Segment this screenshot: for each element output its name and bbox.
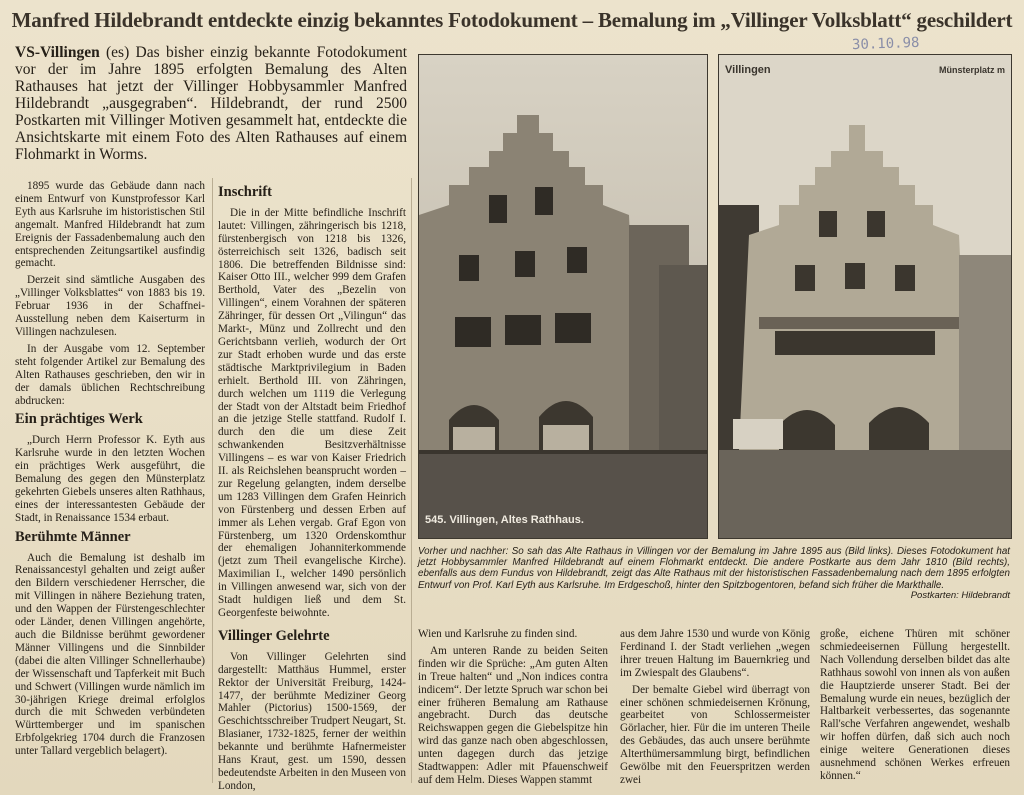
subheading: Ein prächtiges Werk [15, 411, 143, 428]
photo-after [718, 54, 1012, 539]
paragraph: „Durch Herrn Professor K. Eyth aus Karlsruhe wurde in den letzten Wochen ein prächtiges Werk ausgeführt, die Bemalung des gegen den Münsterplatz gekehrten Giebels unseres alten Rathhaus, eines der interessantesten Gebäude der Stadt, in Renaissance 1534 erbaut. [15, 434, 205, 524]
column-divider [411, 178, 412, 783]
lead-paragraph [15, 44, 407, 163]
photo-before [418, 54, 708, 539]
paragraph: Derzeit sind sämtliche Ausgaben des „Villinger Volksblattes“ von 1883 bis 19. Februar 1936 in der Schaffnei-Ausstellung neben dem Kaiserturm in Villingen nachzulesen. [15, 274, 205, 338]
paragraph: aus dem Jahre 1530 und wurde von König Ferdinand I. der Stadt verliehen „wegen ihrer treuen Haltung im Bauernkrieg und im Zwiespalt des Glaubens“. [620, 628, 810, 679]
column-divider [212, 178, 213, 783]
photo-credit: Postkarten: Hildebrandt [910, 590, 1010, 601]
paragraph: Von Villinger Gelehrten sind dargestellt: Matthäus Hummel, erster Rektor der Universität Freiburg, 1424-1477, der berühmte Mediziner Georg Mahler (Pictorius) 1500-1569, der Geschichtsschreiber Trudpert Neugart, St. Blasianer, 1732-1825, ferner der weithin bekannte und berühmte Hafnermeister Hans Kraut, gest. um 1590, dessen bedeutendste Arbeiten in den Museen von London, [218, 650, 406, 792]
article-column-2 [218, 180, 406, 795]
photo-after-illustration [719, 55, 1011, 538]
photo-caption: Vorher und nachher: So sah das Alte Rathaus in Villingen vor der Bemalung im Jahre 1895 aus (Bild links). Dieses Fotodokument hat jetzt Hobbysammler Manfred Hildebrandt auf einem Flohmarkt entdeckt. Die andere Postkarte aus dem Jahr 1810 (Bild rechts), ebenfalls aus dem Fundus von Hildebrandt, zeigt das Alte Rathaus mit der historistischen Fassadenbemalung nach dem 1895 erfolgten Entwurf von Prof. Karl Eyth aus Karlsruhe. Im Erdgeschoß, hinter den Spitzbogentoren, befand sich früher die Markthalle. [418, 546, 1010, 591]
paragraph: große, eichene Thüren mit schöner schmiedeeisernen Füllung hergestellt. Nach Vollendung derselben bildet das alte Rathhaus sowohl von innen als von außen die Hauptzierde unserer Stadt. Bei der Bemalung wurde ein neues, bezüglich der Haltbarkeit verbessertes, das sogenannte Rall'sche Verfahren angewendet, weshalb wir hoffen dürfen, daß sich auch noch einige weitere Generationen dieses ausnehmend schönen Werkes erfreuen können.“ [820, 628, 1010, 782]
subheading: Berühmte Männer [15, 528, 131, 545]
lead-place: VS-Villingen [15, 44, 100, 61]
photo-before-label: 545. Villingen, Altes Rathhaus. [425, 514, 584, 526]
paragraph: Wien und Karlsruhe zu finden sind. [418, 628, 578, 640]
article-column-1 [15, 180, 205, 762]
paragraph: Auch die Bemalung ist deshalb im Renaissancestyl gehalten und zeigt außer den Bildern verschiedener Herrscher, die mit Villingen in nähere Beziehung traten, und den Wappen der Fürstengeschlechter oder Länder, denen Villingen angehörte, auch die Bildnisse berühmt gewordener Männer Villingens und die Sinnbilder (dabei die alten Villinger Schnellerhaube) der Wissenschaft und Tapferkeit mit Buch und Schwert (Villingen wurde nämlich im 30-jährigen Kriege dreimal erfolglos durch die mit Schweden verbündeten Württemberger und im spanischen Erbfolgekrieg 1704 durch die Franzosen unter Tallard vergeblich belagert). [15, 551, 205, 758]
subheading: Inschrift [218, 184, 272, 200]
lead-text: (es) Das bisher einzig bekannte Fotodokument vor der im Jahre 1895 erfolgten Bemalung des Alten Rathauses hat jetzt der Villinger Hobbysammler Manfred Hildebrandt „ausgegraben“. Hildebrandt, der rund 2500 Postkarten mit Villinger Motiven gesammelt hat, entdeckte die Ansichtskarte mit einem Foto des Alten Rathauses auf einem Flohmarkt in Worms. [15, 44, 407, 163]
subheading: Villinger Gelehrte [218, 627, 330, 644]
article-column-5 [820, 628, 1010, 787]
photo-before-illustration [419, 55, 707, 538]
photo-after-label-left: Villingen [725, 64, 771, 76]
paragraph: Die in der Mitte befindliche Inschrift lautet: Villingen, zähringerisch bis 1218, fürstenbergisch von 1218 bis 1326, österreichisch seit 1326, badisch seit 1806. Die betreffenden Bildnisse sind: Kaiser Otto III., welcher 999 dem Grafen Berthold, Vater des „Bezelin von Villingen“, einem Vorahnen der späteren Zähringer, für dessen Ort „Vilingun“ das Markt-, Münz und Zollrecht und den Gerichtsbann verlieh, wodurch der Ort zur Stadt erhoben wurde und das erste städtische Marktprivilegium in Baden erhielt. Berthold III. von Zähringen, durch welchen um 1119 die Verlegung der Stadt von der Altstadt beim Friedhof an die jetzige Stelle stattfand. Rudolf I. durch den die um diese Zeit schwankenden Besitzverhältnisse Villingens – es war von Kaiser Friedrich II. als Reichslehen beansprucht worden – zur Regelung gelangten, indem derselbe um 1283 Villingen dem Grafen Heinrich von Fürstenberg und dessen Erben auf immer als Lehen vergab. Graf Egon von Fürstenberg, um 1320 Ordenskomthur der ehemaligen Johanniterkommende (jetzt zum Theil evangelische Kirche). Maximilian I., welcher 1490 persönlich in Villingen anwesend war, sich von der Stadt huldigen ließ und dem St. Georgenfeste beiwohnte. [218, 206, 406, 619]
date-stamp: 30.10.98 [851, 34, 920, 54]
paragraph: In der Ausgabe vom 12. September steht folgender Artikel zur Bemalung des Alten Rathauses geschrieben, den wir in der damals üblichen Rechtschreibung abdrucken: [15, 342, 205, 407]
paragraph: Am unteren Rande zu beiden Seiten finden wir die Sprüche: „Am guten Alten in Treue halten“ und „Non indices contra indicem“. Der letzte Spruch war schon bei einer früheren Bemalung am Rathause angebracht. Durch das deutsche Reichswappen gegen die Giebelspitze hin wird das ganze nach oben abgeschlossen, unten dagegen durch das jetzige Stadtwappen: Adler mit Pfauenschweif auf dem Helm. Dieses Wappen stammt [418, 644, 608, 786]
headline: Manfred Hildebrandt entdeckte einzig bekanntes Fotodokument – Bemalung im „Villinger Volksblatt“ geschildert [11, 8, 1013, 32]
paragraph: 1895 wurde das Gebäude dann nach einem Entwurf von Kunstprofessor Karl Eyth aus Karlsruhe im historistischen Stil angemalt. Manfred Hildebrandt hat zum Ereignis der Fassadenbemalung auch den entsprechenden Zeitungsartikel ausfindig gemacht. [15, 180, 205, 270]
paragraph: Der bemalte Giebel wird überragt von einer schönen schmiedeisernen Krönung, gearbeitet von Schlossermeister Görlacher, hier. Für die im unteren Theile des Gebäudes, das auch unsere berühmte Alterthümersammlung birgt, befindlichen Gewölbe mit den Feuerspritzen werden zwei [620, 683, 810, 786]
photo-after-label-right: Münsterplatz m [938, 65, 1005, 75]
article-column-3 [418, 628, 608, 791]
article-column-4 [620, 628, 810, 791]
